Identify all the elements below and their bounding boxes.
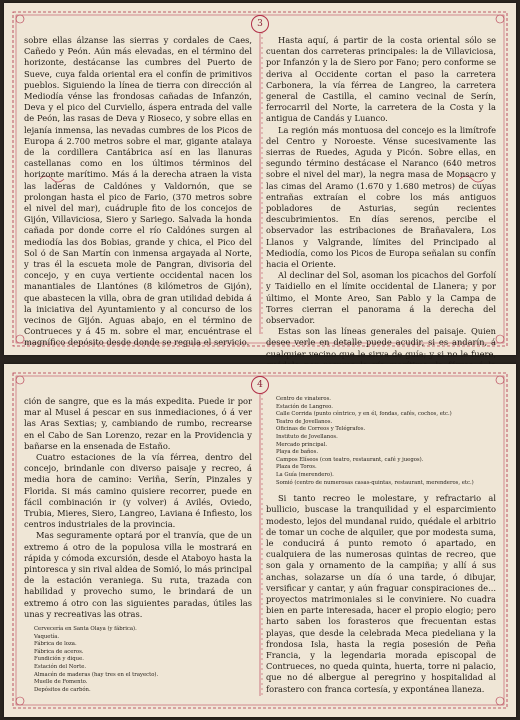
list-item: Calle Corrida (punto céntrico, y en él, fondas, cafés, cochos, etc.) bbox=[276, 411, 452, 418]
list-item: Estación de Langreo. bbox=[276, 403, 333, 410]
page-4 bbox=[4, 364, 516, 717]
list-item: Centro de vinateros. bbox=[276, 396, 331, 402]
page-3 bbox=[4, 3, 516, 359]
page-number: 3 bbox=[251, 15, 269, 33]
list-item: Instituto de Jovellanos. bbox=[276, 433, 338, 440]
list-item: Mercado principal. bbox=[276, 441, 328, 448]
paragraph: Si tanto recreo le molestare, y refractario al bullicio, buscase la tranquilidad y el esparcimiento modesto, lejos del mundanal ruido, quédale el arbitrio de tomar un coche de alquiler, que por modesta suma, le conducirá á punto remoto ó apartado, en cualquiera de las numerosas quintas de recreo, que son gala y ornamento de la campiña; y allí á sus anchas, solazarse un día ó una tarde, ó dibujar, versificar y cantar, y aún fraguar conspiraciones de... proyectos matrimoniales si le conviniere. No cuadra bien en parte interesada, hacer el propio elogio; pero harto saben los forasteros que frecuentan estas playas, que desde la celebrada Meca piedeliana y la frondosa Isla, hasta la regia posesión de Peña Francia, y la legendaria morada episcopal de Contrueces, no queda quinta, huerta, torre ni palacio, que no dé albergue al peregrino y hospitalidad al forastero con franca cortesía, y expontánea llaneza. bbox=[266, 493, 496, 694]
paragraph: Mas seguramente optará por el tranvía, que de un extremo á otro de la populosa villa le mostrará en rápida y cómoda excursión, desde el Ataboyo hasta la pintoresca y sin rival aldea de Somió, lo más principal de la estación veraniega. Su ruta, trazada con habilidad y provecho sumo, le brindará de un extremo á otro con las siguientes paradas, útiles las unas y recreativas las otras. bbox=[24, 530, 252, 619]
page-number: 4 bbox=[251, 376, 269, 394]
list-item: Almacén de maderas (hay tres en el trayecto). bbox=[34, 671, 159, 678]
list-item: Fábrica de loza. bbox=[34, 641, 77, 648]
list-item: La Guía (merendero). bbox=[276, 471, 334, 478]
paragraph: Al declinar del Sol, asoman los picachos del Gorfolí y Taidiello en el límite occidental de Llanera; y por último, el Monte Areo, San Pablo y la Campa de Torres cierran el panorama á la derecha del observador. bbox=[266, 270, 496, 326]
paragraph: Hasta aquí, á partir de la costa oriental sólo se cuentan dos carreteras principales: la de Villaviciosa, por Infanzón y la de Siero por Fano; pero conforme se deriva al Occidente cortan el paso la carretera Carbonera, la vía férrea de Langreo, la carretera general de Castilla, el camino vecinal de Serín, ferrocarril del Norte, la carretera de la Costa y la antigua de Candás y Luanco. bbox=[266, 35, 496, 124]
tram-stops-list bbox=[276, 396, 496, 487]
list-item: Vaquetía. bbox=[34, 633, 60, 640]
list-item: Fábrica de aceros. bbox=[34, 648, 84, 655]
list-item: Fundición y dique. bbox=[34, 656, 84, 663]
tram-stops-list bbox=[34, 626, 252, 694]
list-item: Playa de baños. bbox=[276, 449, 319, 456]
list-item: Somió (centro de numerosas casas-quintas, restaurant, merenderos, etc.) bbox=[276, 479, 474, 486]
list-item: Campos Elíseos (con teatro, restaurant, café y juegos). bbox=[276, 456, 424, 463]
paragraph: La región más montuosa del concejo es la limítrofe del Centro y Noroeste. Vénse sucesivamente las sierras de Ruedes, Aguda y Picón. Sobre ellas, en segundo término destácase el Naranco (640 metros sobre el nivel del mar), la negra masa de Monsacro y las cimas del Aramo (1.670 y 1.680 metros) de cuyas entrañas extraían el cobre los más antiguos pobladores de Asturias, según recientes descubrimientos. En días serenos, percibe el observador las estribaciones de Brañavalera, Los Llanos y Valgrande, límites del Principado al Mediodía, como los Picos de Europa señalan su confín hacia el Oriente. bbox=[266, 124, 496, 270]
list-item: Muelle de Fomento. bbox=[34, 679, 88, 686]
list-item: Oficinas de Correos y Telégrafos. bbox=[276, 426, 366, 433]
right-column bbox=[266, 35, 496, 382]
paragraph: Cuatro estaciones de la vía férrea, dentro del concejo, brindanle con diverso paisaje y recreo, á media hora de camino: Veriña, Serín, Pinzales y Florida. Si más camino quisiere recorrer, puede en fácil combinación ir (y volver) á Avilés, Oviedo, Trubia, Mieres, Siero, Langreo, Laviana é Infiesto, los centros industriales de la provincia. bbox=[24, 452, 252, 530]
paragraph: sobre ellas álzanse las sierras y cordales de Caes, Cañedo y Peón. Aún más elevadas, en el término del horizonte, destácanse las cumbres del Puerto de Sueve, cuya falda oriental era el confín de primitivos pueblos. Siguiendo la línea de tierra con dirección al Mediodía vénse las frondosas cañadas de Infanzón, Deva y el pico del Curviello, áspera entrada del valle de Peón, las rasas de Deva y Rioseco, y sobre ellas en lejanía inmensa, las nevadas cumbres de los Picos de Europa á 2.700 metros sobre el mar, gigante atalaya de la cordillera Cantábrica así en las llanuras castellanas como en los últimos términos del horizonte marítimo. Más á la derecha atraen la vista las laderas de Caldónes y Valdornón, que se prolongan hasta el pico de Fario, (370 metros sobre el nivel del mar), cuádruple fito de los concejos de Gijón, Villaviciosa, Siero y Sariego. Salvada la honda cañada por donde corre el río Caldónes surgen al mediodía las dos Bobias, grande y chica, el Pico del Sol ó de San Martín con inmensa argayada al Norte, y tras él la escueta mole de Pangran, divisoria del concejo, y en cuya vertiente occidental nacen los manantiales de Llantónes (8 kilómetros de Gijón), que abastecen la villa, obra de gran utilidad debida á la iniciativa del Ayuntamiento y al concurso de los vecinos de Gijón. Aguas abajo, en el término de Contrueces y á 45 m. sobre el mar, encuéntrase el magnífico depósito desde donde se regula el servicio. bbox=[24, 35, 252, 348]
list-item: Cervecería en Santa Olaya (y fábrica). bbox=[34, 626, 137, 633]
paragraph: ción de sangre, que es la más expedita. Puede ir por mar al Musel á pescar en sus inmediaciones, ó á ver las Aras Sextias; y, cambiando de rumbo, recrearse en el Cabo de San Lorenzo, rezar en la Providencia y bañarse en la ensenada de Estaño. bbox=[24, 396, 252, 451]
list-item: Estación del Norte. bbox=[34, 664, 87, 671]
paragraph: Estas son las líneas generales del paisaje. Quien desee verle en detalle puede acudir, si es andarín, á cualquier vecino que le sirva de guía; y si no le fuere, bbox=[266, 326, 496, 359]
list-item: Depósitos de carbón. bbox=[34, 686, 91, 693]
left-column bbox=[24, 396, 252, 694]
list-item: Teatro de Jovellanos. bbox=[276, 418, 333, 425]
list-item: Plaza de Toros. bbox=[276, 464, 317, 471]
left-column bbox=[24, 35, 252, 349]
right-column bbox=[266, 396, 496, 695]
